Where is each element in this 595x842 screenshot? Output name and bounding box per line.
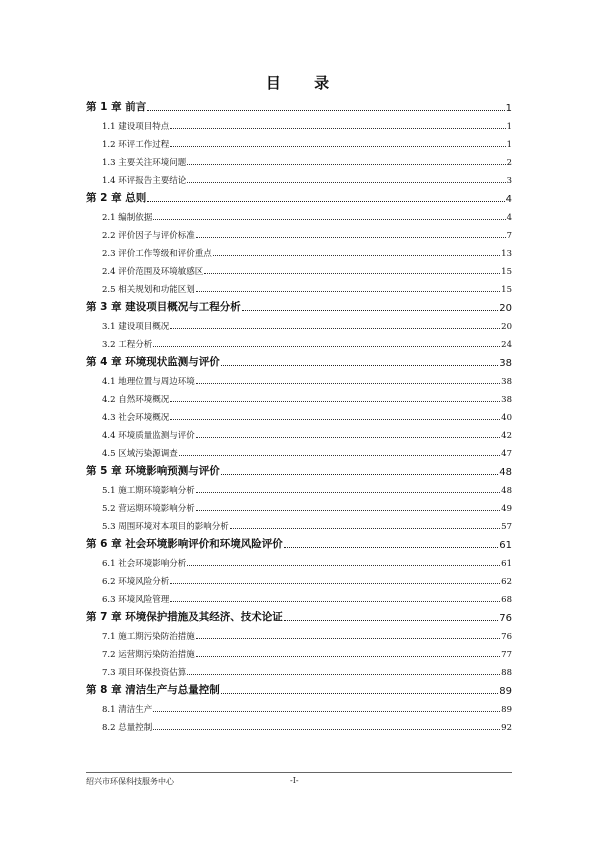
toc-entry-page-number: 40: [501, 413, 512, 423]
toc-entry-label: 7.3 项目环保投资估算: [102, 668, 187, 678]
toc-entry-label: 6.2 环境风险分析: [102, 577, 170, 587]
toc-leader-dots: [147, 110, 504, 111]
toc-section-entry[interactable]: [86, 114, 512, 132]
toc-leader-dots: [196, 510, 500, 511]
toc-entry-label: 第 5 章 环境影响预测与评价: [86, 465, 220, 477]
toc-leader-dots: [196, 383, 500, 384]
toc-section-entry[interactable]: [86, 496, 512, 514]
toc-section-entry[interactable]: [86, 642, 512, 660]
toc-chapter-entry[interactable]: [86, 459, 512, 478]
toc-entry-label: 5.3 周围环境对本项目的影响分析: [102, 522, 229, 532]
toc-leader-dots: [284, 547, 498, 548]
toc-entry-label: 1.3 主要关注环境问题: [102, 158, 187, 168]
toc-section-entry[interactable]: [86, 514, 512, 532]
toc-section-entry[interactable]: [86, 241, 512, 259]
toc-section-entry[interactable]: [86, 314, 512, 332]
toc-section-entry[interactable]: [86, 423, 512, 441]
toc-entry-label: 2.1 编制依据: [102, 213, 153, 223]
toc-leader-dots: [196, 638, 500, 639]
footer-divider: [86, 772, 512, 773]
toc-entry-label: 4.3 社会环境概况: [102, 413, 170, 423]
toc-entry-label: 2.4 评价范围及环境敏感区: [102, 267, 204, 277]
toc-entry-label: 1.1 建设项目特点: [102, 122, 170, 132]
toc-entry-label: 5.1 施工期环境影响分析: [102, 486, 195, 496]
toc-chapter-entry[interactable]: [86, 350, 512, 369]
toc-entry-label: 2.2 评价因子与评价标准: [102, 231, 195, 241]
toc-entry-page-number: 1: [505, 103, 512, 114]
toc-entry-page-number: 57: [501, 522, 512, 532]
toc-leader-dots: [187, 164, 505, 165]
toc-leader-dots: [170, 401, 500, 402]
toc-entry-page-number: 15: [501, 285, 512, 295]
toc-leader-dots: [170, 328, 500, 329]
toc-entry-page-number: 4: [505, 194, 512, 205]
toc-section-entry[interactable]: [86, 697, 512, 715]
toc-entry-label: 6.1 社会环境影响分析: [102, 559, 187, 569]
toc-chapter-entry[interactable]: [86, 678, 512, 697]
toc-section-entry[interactable]: [86, 587, 512, 605]
toc-entry-label: 第 4 章 环境现状监测与评价: [86, 356, 220, 368]
toc-section-entry[interactable]: [86, 369, 512, 387]
toc-entry-label: 第 8 章 清洁生产与总量控制: [86, 684, 220, 696]
toc-entry-page-number: 20: [499, 303, 512, 314]
toc-entry-label: 2.3 评价工作等级和评价重点: [102, 249, 212, 259]
toc-entry-page-number: 1: [506, 140, 512, 150]
toc-entry-label: 第 3 章 建设项目概况与工程分析: [86, 301, 241, 313]
toc-section-entry[interactable]: [86, 624, 512, 642]
toc-chapter-entry[interactable]: [86, 95, 512, 114]
toc-leader-dots: [230, 528, 500, 529]
toc-leader-dots: [153, 346, 500, 347]
footer-page-number: -I-: [290, 776, 299, 785]
toc-entry-page-number: 68: [501, 595, 512, 605]
toc-entry-label: 3.1 建设项目概况: [102, 322, 170, 332]
toc-leader-dots: [204, 273, 500, 274]
toc-leader-dots: [196, 492, 500, 493]
toc-entry-page-number: 42: [501, 431, 512, 441]
toc-entry-label: 4.2 自然环境概况: [102, 395, 170, 405]
toc-leader-dots: [221, 693, 498, 694]
toc-leader-dots: [170, 128, 505, 129]
toc-entry-page-number: 38: [499, 358, 512, 369]
toc-leader-dots: [196, 291, 500, 292]
toc-chapter-entry[interactable]: [86, 532, 512, 551]
toc-entry-page-number: 2: [506, 158, 512, 168]
toc-entry-label: 4.5 区域污染源调查: [102, 449, 178, 459]
toc-leader-dots: [213, 255, 500, 256]
toc-chapter-entry[interactable]: [86, 295, 512, 314]
toc-entry-page-number: 15: [501, 267, 512, 277]
toc-leader-dots: [221, 365, 498, 366]
toc-entry-label: 5.2 营运期环境影响分析: [102, 504, 195, 514]
toc-section-entry[interactable]: [86, 168, 512, 186]
toc-entry-page-number: 61: [501, 559, 512, 569]
toc-leader-dots: [153, 729, 500, 730]
toc-leader-dots: [242, 310, 498, 311]
toc-leader-dots: [187, 565, 500, 566]
toc-entry-page-number: 38: [501, 377, 512, 387]
toc-entry-page-number: 48: [501, 486, 512, 496]
toc-leader-dots: [284, 620, 498, 621]
toc-section-entry[interactable]: [86, 569, 512, 587]
toc-entry-page-number: 24: [501, 340, 512, 350]
toc-leader-dots: [179, 455, 500, 456]
toc-entry-page-number: 89: [499, 686, 512, 697]
toc-entry-page-number: 92: [501, 723, 512, 733]
table-of-contents: [86, 95, 512, 733]
toc-entry-label: 2.5 相关规划和功能区划: [102, 285, 195, 295]
toc-entry-label: 第 7 章 环境保护措施及其经济、技术论证: [86, 611, 283, 623]
toc-section-entry[interactable]: [86, 205, 512, 223]
footer-organization: 绍兴市环保科技服务中心: [86, 777, 174, 786]
toc-entry-page-number: 76: [501, 632, 512, 642]
toc-leader-dots: [196, 437, 500, 438]
toc-entry-page-number: 88: [501, 668, 512, 678]
toc-leader-dots: [153, 711, 500, 712]
toc-entry-label: 7.1 施工期污染防治措施: [102, 632, 195, 642]
toc-entry-label: 第 1 章 前言: [86, 101, 147, 113]
toc-leader-dots: [170, 601, 500, 602]
toc-entry-page-number: 89: [501, 705, 512, 715]
toc-chapter-entry[interactable]: [86, 605, 512, 624]
toc-leader-dots: [147, 201, 504, 202]
toc-entry-label: 6.3 环境风险管理: [102, 595, 170, 605]
toc-leader-dots: [170, 146, 505, 147]
toc-leader-dots: [153, 219, 505, 220]
toc-leader-dots: [187, 674, 500, 675]
toc-leader-dots: [196, 237, 506, 238]
toc-entry-page-number: 49: [501, 504, 512, 514]
toc-entry-page-number: 13: [501, 249, 512, 259]
toc-leader-dots: [170, 583, 500, 584]
toc-entry-page-number: 1: [506, 122, 512, 132]
toc-entry-page-number: 76: [499, 613, 512, 624]
toc-entry-page-number: 7: [506, 231, 512, 241]
toc-entry-label: 8.2 总量控制: [102, 723, 153, 733]
toc-entry-page-number: 47: [501, 449, 512, 459]
toc-section-entry[interactable]: [86, 405, 512, 423]
toc-entry-page-number: 4: [506, 213, 512, 223]
toc-entry-label: 1.4 环评报告主要结论: [102, 176, 187, 186]
toc-entry-label: 8.1 清洁生产: [102, 705, 153, 715]
toc-entry-label: 7.2 运营期污染防治措施: [102, 650, 195, 660]
toc-leader-dots: [221, 474, 498, 475]
toc-section-entry[interactable]: [86, 660, 512, 678]
toc-section-entry[interactable]: [86, 132, 512, 150]
toc-entry-page-number: 77: [501, 650, 512, 660]
toc-title: 目 录: [265, 74, 344, 92]
toc-entry-label: 4.4 环境质量监测与评价: [102, 431, 195, 441]
toc-entry-label: 4.1 地理位置与周边环境: [102, 377, 195, 387]
toc-section-entry[interactable]: [86, 223, 512, 241]
toc-section-entry[interactable]: [86, 551, 512, 569]
toc-entry-page-number: 3: [506, 176, 512, 186]
toc-section-entry[interactable]: [86, 387, 512, 405]
toc-entry-page-number: 20: [501, 322, 512, 332]
toc-section-entry[interactable]: [86, 715, 512, 733]
toc-entry-label: 第 6 章 社会环境影响评价和环境风险评价: [86, 538, 283, 550]
toc-entry-label: 3.2 工程分析: [102, 340, 153, 350]
toc-chapter-entry[interactable]: [86, 186, 512, 205]
toc-section-entry[interactable]: [86, 277, 512, 295]
toc-section-entry[interactable]: [86, 150, 512, 168]
toc-section-entry[interactable]: [86, 259, 512, 277]
toc-leader-dots: [170, 419, 500, 420]
toc-section-entry[interactable]: [86, 441, 512, 459]
toc-entry-label: 1.2 环评工作过程: [102, 140, 170, 150]
toc-section-entry[interactable]: [86, 478, 512, 496]
toc-leader-dots: [187, 182, 505, 183]
toc-entry-page-number: 62: [501, 577, 512, 587]
toc-leader-dots: [196, 656, 500, 657]
toc-entry-page-number: 38: [501, 395, 512, 405]
toc-entry-page-number: 48: [499, 467, 512, 478]
toc-entry-page-number: 61: [499, 540, 512, 551]
toc-section-entry[interactable]: [86, 332, 512, 350]
toc-entry-label: 第 2 章 总则: [86, 192, 147, 204]
